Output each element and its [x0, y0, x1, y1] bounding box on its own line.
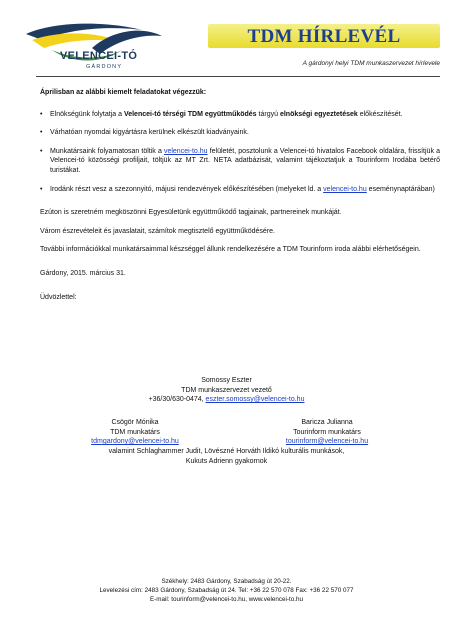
main-signature [0, 376, 453, 405]
banner-title: TDM HÍRLEVÉL [247, 26, 401, 47]
logo-name: VELENCEI-TÓ [60, 50, 138, 62]
bullet-icon: • [40, 185, 43, 193]
email-link[interactable]: tourinform@velencei-to.hu [285, 438, 369, 446]
task-list [40, 110, 440, 195]
thanks-paragraph: Ezúton is szeretném megköszönni Egyesületünk együttműködő tagjainak, partnereinek munkáját. [40, 209, 342, 217]
footer-contact: Levelezési cím: 2483 Gárdony, Szabadság út 24. Tel: +36 22 570 078 Fax: +36 22 570 077 [99, 587, 354, 594]
website-link[interactable]: velencei-to.hu [323, 185, 367, 193]
signer-name: Baricza Julianna [301, 419, 353, 426]
bullet-icon: • [40, 147, 43, 155]
right-signature [262, 418, 392, 447]
lead-heading: Áprilisban az alábbi kiemelt feladatokat végezzük: [40, 89, 207, 96]
signer-role: TDM munkatárs [110, 428, 160, 436]
additional-staff: valamint Schlaghammer Judit, Lövészné Horváth Ildikó kulturális munkások, Kukuts Adrienn gyakornok [108, 448, 345, 465]
signer-name: Csögör Mónika [111, 419, 159, 426]
signer-role: TDM munkaszervezet vezető [181, 386, 272, 394]
newsletter-banner [208, 24, 440, 48]
task-item: • Elnökségünk folytatja a Velencei-tó térségi TDM együttműködés tárgyú elnökségi egyeztetések előkészítését. [40, 110, 403, 118]
signer-role: Tourinform munkatárs [293, 428, 361, 436]
bullet-icon: • [40, 110, 43, 118]
feedback-paragraph: Várom észrevételeit és javaslatait, számítok megtisztelő együttműködésére. [40, 227, 275, 235]
footer [0, 577, 453, 604]
website-link[interactable]: velencei-to.hu [163, 147, 208, 155]
left-signature [70, 418, 200, 447]
info-paragraph: További információkkal munkatársaimmal készséggel állunk rendelkezésére a TDM Tourinform iroda alábbi elérhetőségein. [40, 246, 421, 254]
header-divider [36, 76, 440, 77]
greeting: Üdvözlettel: [40, 293, 77, 301]
letter-date: Gárdony, 2015. március 31. [40, 269, 126, 277]
signer-name: Somossy Eszter [201, 377, 252, 384]
footer-address: Székhely: 2483 Gárdony, Szabadság út 20-22. [161, 578, 292, 585]
signer-contact: +36/30/630-0474, eszter.somossy@velencei-to.hu [148, 396, 305, 404]
task-item: • Várhatóan nyomdai kigyártásra kerülnek elkészült kiadványaink. [40, 129, 249, 137]
task-item: • Irodánk részt vesz a szezonnyitó, májusi rendezvények előkészítésében (melyeket ld. a velencei-to.hu eseménynaptárában) [40, 185, 435, 193]
email-link[interactable]: eszter.somossy@velencei-to.hu [205, 396, 305, 404]
logo-sub: GÁRDONY [86, 64, 123, 70]
bullet-icon: • [40, 129, 43, 137]
letter-body [40, 88, 440, 302]
email-link[interactable]: tdmgardony@velencei-to.hu [91, 438, 179, 446]
tagline: A gárdonyi helyi TDM munkaszervezet hírlevele [302, 60, 440, 67]
task-item: • Munkatársaink folyamatosan töltik a velencei-to.hu felületét, posztolunk a Velencei-tó hivatalos Facebook oldalára, frissítjük a Velencei-tó közösségi profiljait, töltjük az MT Zrt. NETA adatbázisát, valamint tájékoztatjuk a Tourinform Irodába betérő turistákat. [40, 147, 440, 174]
footer-email: E-mail: tourinform@velencei-to.hu, www.velencei-to.hu [149, 596, 304, 603]
